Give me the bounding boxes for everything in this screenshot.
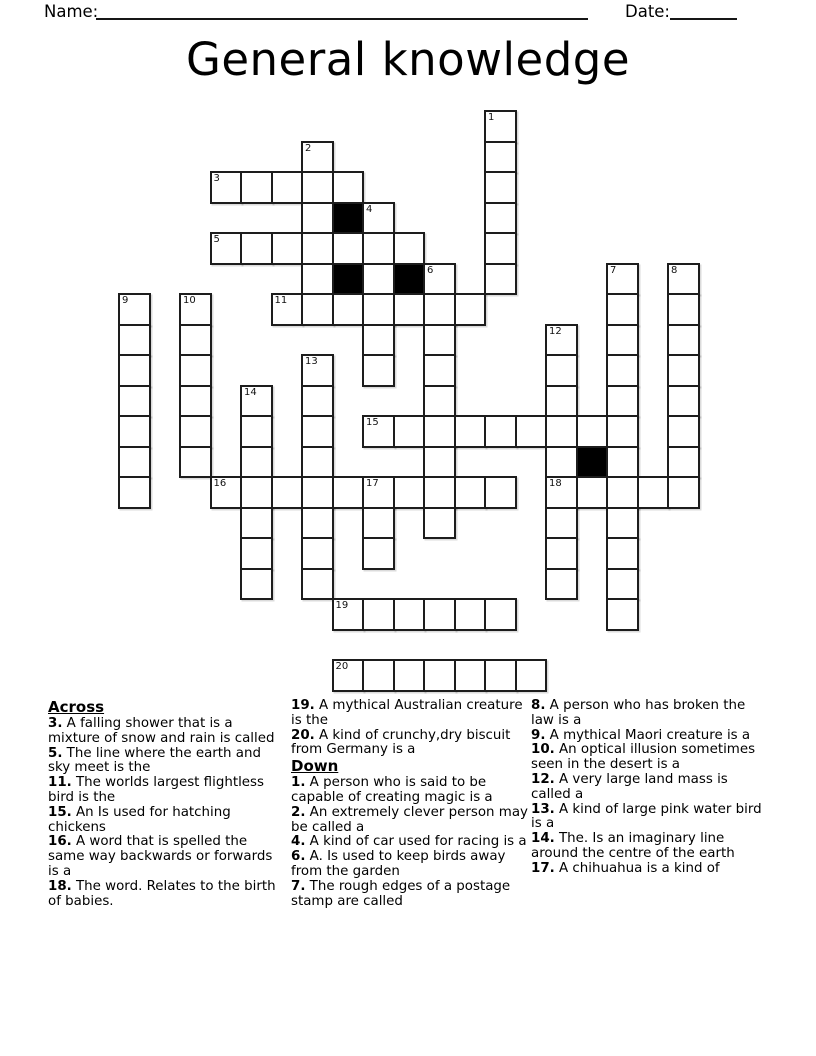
black-cell xyxy=(393,263,426,296)
grid-cell[interactable] xyxy=(545,324,578,357)
clue-number: 4. xyxy=(291,834,306,850)
black-cell xyxy=(576,446,609,479)
grid-cell[interactable] xyxy=(301,171,334,204)
clue-down-7: 7. The rough edges of a postage stamp are called xyxy=(291,878,511,909)
cell-number: 9 xyxy=(122,295,129,306)
clue-column-middle xyxy=(291,699,529,909)
cell-number: 11 xyxy=(274,295,288,306)
grid-cell[interactable] xyxy=(667,324,700,357)
grid-cell[interactable] xyxy=(606,415,639,448)
grid-cell[interactable] xyxy=(667,263,700,296)
grid-cell[interactable] xyxy=(362,415,395,448)
grid-cell[interactable] xyxy=(301,507,334,540)
grid-cell[interactable] xyxy=(362,324,395,357)
cell-number: 8 xyxy=(671,264,678,276)
name-label: Name: xyxy=(44,2,99,21)
clue-down-2: 2. An extremely clever person may be called a xyxy=(291,804,528,835)
grid-cell[interactable] xyxy=(362,537,395,570)
clue-number: 16. xyxy=(48,834,72,850)
grid-cell[interactable] xyxy=(667,385,700,418)
grid-cell[interactable] xyxy=(118,446,151,479)
clue-number: 18. xyxy=(48,878,72,894)
grid-cell[interactable] xyxy=(271,293,304,326)
clue-number: 12. xyxy=(531,771,555,787)
grid-cell[interactable] xyxy=(301,232,334,265)
grid-cell[interactable] xyxy=(667,446,700,479)
grid-cell[interactable] xyxy=(545,476,578,509)
clue-down-13: 13. A kind of large pink water bird is a xyxy=(531,801,762,832)
grid-cell[interactable] xyxy=(423,415,456,448)
grid-cell[interactable] xyxy=(179,324,212,357)
grid-cell[interactable] xyxy=(484,141,517,174)
grid-cell[interactable] xyxy=(301,263,334,296)
grid-cell[interactable] xyxy=(362,263,395,296)
grid-cell[interactable] xyxy=(240,171,273,204)
clue-down-10: 10. An optical illusion sometimes seen in the desert is a xyxy=(531,742,756,773)
clue-down-14: 14. The. Is an imaginary line around the centre of the earth xyxy=(531,831,735,861)
grid-cell[interactable] xyxy=(118,293,151,326)
grid-cell[interactable] xyxy=(332,659,365,692)
grid-cell[interactable] xyxy=(240,537,273,570)
grid-cell[interactable] xyxy=(118,415,151,448)
grid-cell[interactable] xyxy=(454,476,487,509)
grid-cell[interactable] xyxy=(240,385,273,418)
grid-cell[interactable] xyxy=(179,385,212,418)
grid-cell[interactable] xyxy=(423,263,456,296)
grid-cell[interactable] xyxy=(362,293,395,326)
grid-cell[interactable] xyxy=(118,354,151,387)
grid-cell[interactable] xyxy=(606,263,639,296)
grid-cell[interactable] xyxy=(362,354,395,387)
grid-cell[interactable] xyxy=(301,141,334,174)
grid-cell[interactable] xyxy=(393,293,426,326)
cell-number: 19 xyxy=(335,600,349,611)
grid-cell[interactable] xyxy=(484,110,517,143)
clue-number: 17. xyxy=(531,860,555,876)
clue-number: 13. xyxy=(531,801,555,817)
clue-number: 11. xyxy=(48,775,72,791)
grid-cell[interactable] xyxy=(332,232,365,265)
grid-cell[interactable] xyxy=(606,385,639,418)
cell-number: 18 xyxy=(549,478,562,489)
grid-cell[interactable] xyxy=(423,659,456,692)
grid-cell[interactable] xyxy=(484,202,517,235)
grid-cell[interactable] xyxy=(423,598,456,631)
clue-down-12: 12. A very large land mass is called a xyxy=(531,771,728,802)
grid-cell[interactable] xyxy=(606,324,639,357)
grid-cell[interactable] xyxy=(484,598,517,631)
grid-cell[interactable] xyxy=(454,598,487,631)
clue-number: 19. xyxy=(291,698,315,713)
grid-cell[interactable] xyxy=(179,354,212,387)
clue-number: 14. xyxy=(531,831,555,847)
down-heading: Down xyxy=(291,757,339,776)
clue-across-18: 18. The word. Relates to the birth of babies. xyxy=(48,878,276,909)
grid-cell[interactable] xyxy=(606,537,639,570)
grid-cell[interactable] xyxy=(576,415,609,448)
grid-cell[interactable] xyxy=(545,537,578,570)
grid-cell[interactable] xyxy=(240,415,273,448)
clue-number: 6. xyxy=(291,849,306,865)
grid-cell[interactable] xyxy=(484,171,517,204)
grid-cell[interactable] xyxy=(423,385,456,418)
cell-number: 1 xyxy=(488,112,495,123)
grid-cell[interactable] xyxy=(484,415,517,448)
grid-cell[interactable] xyxy=(271,476,304,509)
clue-down-1: 1. A person who is said to be capable of creating magic is a xyxy=(291,775,493,805)
clue-down-9: 9. A mythical Maori creature is a xyxy=(531,727,751,743)
grid-cell[interactable] xyxy=(545,568,578,601)
grid-cell[interactable] xyxy=(210,232,243,265)
grid-cell[interactable] xyxy=(484,263,517,296)
cell-number: 6 xyxy=(427,264,434,276)
clue-number: 7. xyxy=(291,878,306,894)
grid-cell[interactable] xyxy=(545,385,578,418)
grid-cell[interactable] xyxy=(118,385,151,418)
grid-cell[interactable] xyxy=(393,598,426,631)
grid-cell[interactable] xyxy=(301,537,334,570)
grid-cell[interactable] xyxy=(576,476,609,509)
black-cell xyxy=(332,202,365,235)
grid-cell[interactable] xyxy=(606,476,639,509)
grid-cell[interactable] xyxy=(301,415,334,448)
clue-number: 3. xyxy=(48,716,63,731)
grid-cell[interactable] xyxy=(423,476,456,509)
grid-cell[interactable] xyxy=(210,171,243,204)
grid-cell[interactable] xyxy=(423,354,456,387)
clue-number: 15. xyxy=(48,804,72,820)
grid-cell[interactable] xyxy=(667,415,700,448)
grid-cell[interactable] xyxy=(423,293,456,326)
grid-cell[interactable] xyxy=(423,507,456,540)
grid-cell[interactable] xyxy=(362,598,395,631)
grid-cell[interactable] xyxy=(393,659,426,692)
clue-down-6: 6. A. Is used to keep birds away from the garden xyxy=(291,849,506,879)
grid-cell[interactable] xyxy=(393,476,426,509)
cell-number: 16 xyxy=(213,478,227,489)
grid-cell[interactable] xyxy=(240,446,273,479)
cell-number: 13 xyxy=(305,356,318,367)
cell-number: 20 xyxy=(335,661,349,672)
grid-cell[interactable] xyxy=(118,324,151,357)
clue-across-11: 11. The worlds largest flightless bird is the xyxy=(48,775,264,805)
grid-cell[interactable] xyxy=(301,202,334,235)
grid-cell[interactable] xyxy=(179,293,212,326)
grid-cell[interactable] xyxy=(393,232,426,265)
grid-cell[interactable] xyxy=(454,293,487,326)
grid-cell[interactable] xyxy=(362,476,395,509)
grid-cell[interactable] xyxy=(332,598,365,631)
cell-number: 5 xyxy=(213,234,220,245)
cell-number: 4 xyxy=(366,203,373,215)
grid-cell[interactable] xyxy=(484,659,517,692)
grid-cell[interactable] xyxy=(393,415,426,448)
grid-cell[interactable] xyxy=(362,507,395,540)
date-label: Date: xyxy=(625,2,670,21)
grid-cell[interactable] xyxy=(301,293,334,326)
grid-cell[interactable] xyxy=(606,568,639,601)
clue-number: 9. xyxy=(531,727,546,743)
grid-cell[interactable] xyxy=(332,293,365,326)
clue-across-3: 3. A falling shower that is a mixture of snow and rain is called xyxy=(48,716,275,746)
grid-cell[interactable] xyxy=(362,202,395,235)
grid-cell[interactable] xyxy=(423,324,456,357)
grid-cell[interactable] xyxy=(454,659,487,692)
clue-number: 2. xyxy=(291,804,306,820)
grid-cell[interactable] xyxy=(240,476,273,509)
grid-cell[interactable] xyxy=(515,659,548,692)
clue-across-5: 5. The line where the earth and sky meet is the xyxy=(48,745,261,776)
grid-cell[interactable] xyxy=(667,354,700,387)
grid-cell[interactable] xyxy=(545,354,578,387)
clue-across-20: 20. A kind of crunchy,dry biscuit from Germany is a xyxy=(291,727,511,758)
grid-cell[interactable] xyxy=(301,446,334,479)
grid-cell[interactable] xyxy=(118,476,151,509)
cell-number: 3 xyxy=(213,173,220,184)
clue-number: 20. xyxy=(291,727,315,743)
grid-cell[interactable] xyxy=(362,232,395,265)
cell-number: 10 xyxy=(183,295,196,306)
clue-across-15: 15. An Is used for hatching chickens xyxy=(48,804,231,835)
grid-cell[interactable] xyxy=(423,446,456,479)
cell-number: 12 xyxy=(549,325,562,337)
clue-across-19: 19. A mythical Australian creature is the xyxy=(291,698,523,728)
grid-cell[interactable] xyxy=(210,476,243,509)
cell-number: 2 xyxy=(305,142,312,154)
page-title: General knowledge xyxy=(185,33,631,86)
grid-cell[interactable] xyxy=(271,171,304,204)
grid-cell[interactable] xyxy=(606,446,639,479)
grid-cell[interactable] xyxy=(271,232,304,265)
grid-cell[interactable] xyxy=(484,232,517,265)
cell-number: 7 xyxy=(610,264,617,276)
grid-cell[interactable] xyxy=(667,293,700,326)
clue-number: 5. xyxy=(48,745,63,761)
clue-column-right xyxy=(531,699,769,877)
black-cell xyxy=(332,263,365,296)
grid-cell[interactable] xyxy=(606,293,639,326)
grid-cell[interactable] xyxy=(240,568,273,601)
grid-cell[interactable] xyxy=(667,476,700,509)
clue-number: 1. xyxy=(291,775,306,791)
grid-cell[interactable] xyxy=(606,507,639,540)
grid-cell[interactable] xyxy=(332,171,365,204)
grid-cell[interactable] xyxy=(545,507,578,540)
clue-down-8: 8. A person who has broken the law is a xyxy=(531,698,746,728)
grid-cell[interactable] xyxy=(545,415,578,448)
cell-number: 15 xyxy=(366,417,379,428)
clue-across-16: 16. A word that is spelled the same way backwards or forwards is a xyxy=(48,834,273,879)
grid-cell[interactable] xyxy=(179,446,212,479)
clue-column-left xyxy=(48,699,286,909)
grid-cell[interactable] xyxy=(240,507,273,540)
across-heading: Across xyxy=(48,698,105,716)
grid-cell[interactable] xyxy=(179,415,212,448)
grid-cell[interactable] xyxy=(362,659,395,692)
cell-number: 14 xyxy=(244,386,257,398)
grid-cell[interactable] xyxy=(606,354,639,387)
grid-cell[interactable] xyxy=(301,476,334,509)
clue-down-4: 4. A kind of car used for racing is a xyxy=(291,834,527,850)
clue-down-17: 17. A chihuahua is a kind of xyxy=(531,860,720,876)
grid-cell[interactable] xyxy=(484,476,517,509)
clue-number: 10. xyxy=(531,742,555,758)
grid-cell[interactable] xyxy=(240,232,273,265)
grid-cell[interactable] xyxy=(545,446,578,479)
cell-number: 17 xyxy=(366,478,379,489)
clue-number: 8. xyxy=(531,698,546,713)
grid-cell[interactable] xyxy=(606,598,639,631)
grid-cell[interactable] xyxy=(301,354,334,387)
grid-cell[interactable] xyxy=(301,568,334,601)
grid-cell[interactable] xyxy=(637,476,670,509)
grid-cell[interactable] xyxy=(332,476,365,509)
grid-cell[interactable] xyxy=(301,385,334,418)
grid-cell[interactable] xyxy=(454,415,487,448)
grid-cell[interactable] xyxy=(515,415,548,448)
